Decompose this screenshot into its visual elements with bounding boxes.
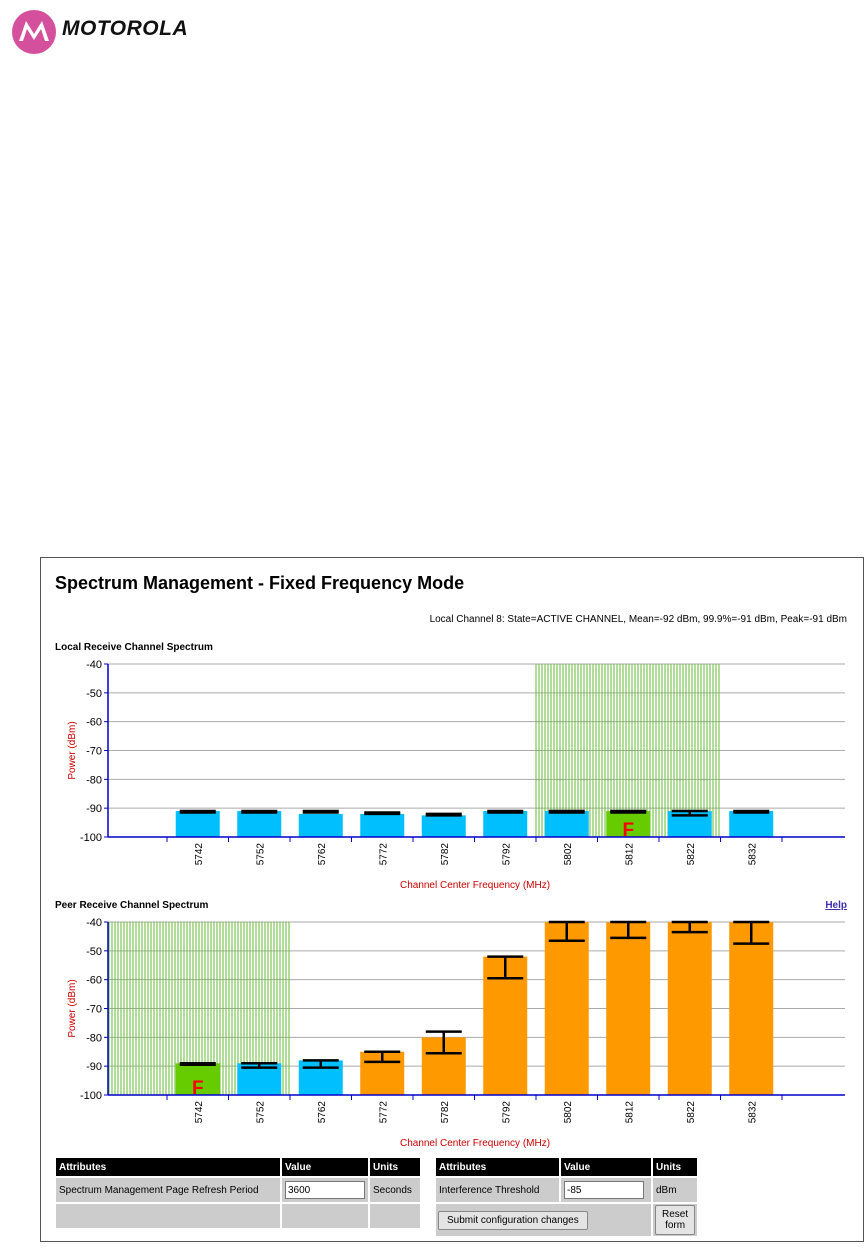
x-tick-label: 5832 [747, 1101, 759, 1124]
range-marker-5792 [487, 811, 523, 812]
x-axis-label: Channel Center Frequency (MHz) [399, 1138, 551, 1149]
bar-5792 [483, 811, 527, 837]
y-tick-label: -100 [79, 1090, 102, 1102]
x-tick-label: 5832 [747, 843, 759, 866]
local-spectrum-svg [55, 656, 850, 892]
y-tick-label: -70 [86, 745, 102, 758]
x-tick-label: 5762 [316, 1101, 328, 1124]
interference-threshold-cell [561, 1178, 651, 1202]
bar-5802 [545, 922, 589, 1095]
fixed-channel-marker: F [191, 1078, 204, 1099]
empty-cell [370, 1204, 420, 1228]
range-marker-5752 [241, 811, 277, 812]
peer-spectrum-chart [55, 914, 850, 1155]
spectrum-panel [40, 557, 864, 1242]
x-tick-label: 5762 [316, 843, 328, 866]
peer-spectrum-svg [55, 914, 850, 1150]
x-tick-label: 5782 [439, 1101, 451, 1124]
x-tick-label: 5782 [439, 843, 451, 866]
table-header-row [436, 1158, 697, 1176]
table-row [436, 1178, 697, 1202]
refresh-period-units: Seconds [370, 1178, 420, 1202]
submit-configuration-button[interactable]: Submit configuration changes [438, 1211, 588, 1230]
y-tick-label: -60 [86, 974, 102, 987]
range-marker-5802 [549, 811, 585, 812]
local-channel-status: Local Channel 8: State=ACTIVE CHANNEL, Mean=-92 dBm, 99.9%=-91 dBm, Peak=-91 dBm [429, 614, 847, 625]
refresh-period-input[interactable] [285, 1181, 365, 1199]
x-tick-label: 5802 [562, 843, 574, 866]
brand-name: MOTOROLA [62, 17, 189, 40]
x-tick-label: 5742 [193, 1101, 205, 1124]
x-tick-label: 5792 [501, 843, 513, 866]
interference-settings-table [434, 1156, 699, 1238]
peer-chart-title: Peer Receive Channel Spectrum [55, 900, 209, 911]
reset-form-button[interactable]: Reset form [655, 1205, 695, 1235]
table-row [56, 1178, 420, 1202]
header-attributes: Attributes [436, 1158, 559, 1176]
header-value: Value [561, 1158, 651, 1176]
header-units: Units [370, 1158, 420, 1176]
header-units: Units [653, 1158, 697, 1176]
x-tick-label: 5742 [193, 843, 205, 866]
bar-5752 [237, 811, 281, 837]
x-tick-label: 5812 [624, 1101, 636, 1124]
y-tick-label: -60 [86, 716, 102, 729]
range-marker-5742 [180, 1063, 216, 1064]
table-row-empty [56, 1204, 420, 1228]
table-row-buttons [436, 1204, 697, 1236]
y-axis-label: Power (dBm) [67, 721, 78, 780]
range-marker-5812 [610, 811, 646, 812]
y-tick-label: -90 [86, 803, 102, 816]
local-spectrum-chart [55, 656, 850, 897]
x-tick-label: 5822 [685, 843, 697, 866]
fixed-channel-marker: F [622, 820, 635, 841]
x-tick-label: 5822 [685, 1101, 697, 1124]
bar-5782 [422, 815, 466, 837]
y-tick-label: -80 [86, 1032, 102, 1045]
y-axis-label: Power (dBm) [67, 979, 78, 1038]
bar-5832 [729, 922, 773, 1095]
y-tick-label: -40 [86, 917, 102, 929]
y-tick-label: -70 [86, 1003, 102, 1016]
bar-5812 [606, 922, 650, 1095]
x-tick-label: 5772 [378, 1101, 390, 1124]
range-marker-5772 [364, 812, 400, 813]
bar-5802 [545, 811, 589, 837]
refresh-period-label: Spectrum Management Page Refresh Period [56, 1178, 280, 1202]
y-tick-label: -100 [79, 832, 102, 844]
motorola-logo-circle-icon [12, 10, 56, 54]
reset-cell [653, 1204, 697, 1236]
y-tick-label: -50 [86, 945, 102, 958]
refresh-settings-table [54, 1156, 422, 1230]
x-tick-label: 5772 [378, 843, 390, 866]
header-value: Value [282, 1158, 368, 1176]
x-tick-label: 5752 [255, 1101, 267, 1124]
y-tick-label: -50 [86, 687, 102, 700]
help-link[interactable]: Help [825, 900, 847, 911]
x-tick-label: 5812 [624, 843, 636, 866]
submit-cell [436, 1204, 651, 1236]
bar-5832 [729, 811, 773, 837]
page-title: Spectrum Management - Fixed Frequency Mode [55, 573, 465, 593]
local-chart-title: Local Receive Channel Spectrum [55, 642, 213, 653]
range-marker-5782 [426, 814, 462, 815]
bar-5772 [360, 814, 404, 837]
bar-5742 [176, 811, 220, 837]
y-tick-label: -40 [86, 659, 102, 671]
x-tick-label: 5792 [501, 1101, 513, 1124]
refresh-period-cell [282, 1178, 368, 1202]
x-axis-label: Channel Center Frequency (MHz) [399, 880, 551, 891]
range-marker-5762 [303, 811, 339, 812]
bar-5762 [299, 814, 343, 837]
interference-threshold-input[interactable] [564, 1181, 644, 1199]
empty-cell [56, 1204, 280, 1228]
bar-5822 [668, 922, 712, 1095]
table-header-row [56, 1158, 420, 1176]
header-attributes: Attributes [56, 1158, 280, 1176]
empty-cell [282, 1204, 368, 1228]
x-tick-label: 5802 [562, 1101, 574, 1124]
range-marker-5742 [180, 811, 216, 812]
range-marker-5832 [733, 811, 769, 812]
interference-threshold-label: Interference Threshold [436, 1178, 559, 1202]
interference-threshold-units: dBm [653, 1178, 697, 1202]
y-tick-label: -90 [86, 1061, 102, 1074]
y-tick-label: -80 [86, 774, 102, 787]
x-tick-label: 5752 [255, 843, 267, 866]
